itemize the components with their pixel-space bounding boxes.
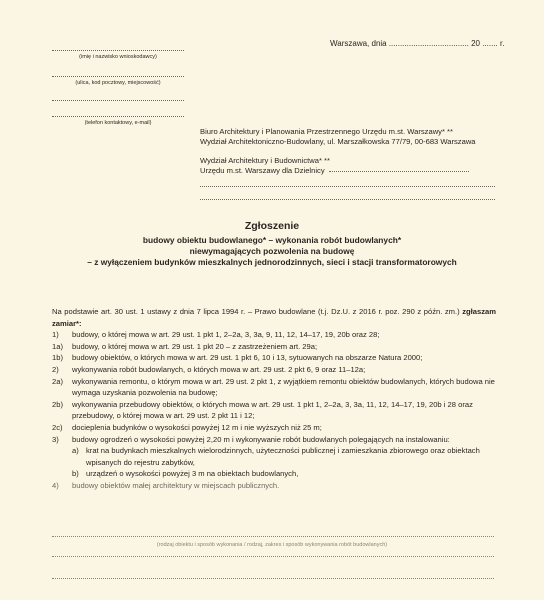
item-number: 2)	[52, 364, 59, 374]
dotted-line	[52, 536, 494, 537]
sub-list-item	[72, 468, 496, 480]
item-text: budowy obiektów małej architektury w miejscach publicznych.	[72, 480, 280, 490]
item-number: 4)	[52, 480, 59, 490]
item-number: 2b)	[52, 399, 63, 409]
sender-phone-field	[52, 116, 184, 126]
sender-name-field	[52, 50, 184, 60]
dotted-line	[329, 171, 469, 172]
list-item	[52, 376, 496, 399]
title-line-2: niewymagających pozwolenia na budowę	[189, 246, 355, 256]
item-number: 1b)	[52, 353, 63, 363]
item-text: docieplenia budynków o wysokości powyżej 12 m i nie wyższych niż 25 m;	[72, 422, 322, 432]
sender-address-extra-line	[52, 100, 184, 101]
list-item	[52, 434, 496, 480]
recipient-district-label: Urzędu m.st. Warszawy dla Dzielnicy	[200, 166, 325, 176]
sub-list-item	[72, 445, 496, 468]
list-item	[52, 364, 496, 376]
dotted-line	[52, 76, 184, 77]
list-item	[52, 422, 496, 434]
title-main: Zgłoszenie	[244, 220, 300, 232]
list-item	[52, 480, 496, 492]
dotted-line	[200, 199, 495, 200]
dotted-line	[52, 100, 184, 101]
list-item	[52, 352, 496, 364]
item-number: 2c)	[52, 422, 63, 432]
item-text: budowy ogrodzeń o wysokości powyżej 2,20 m i wykonywanie robót budowlanych polegających na instalowaniu:	[72, 434, 450, 444]
item-text: wykonywania przebudowy obiektów, o których mowa w art. 29 ust. 1 pkt 1, 2–2a, 3, 3a, 11, 12, 14–17, 19, 20b i 28 oraz przebudowy, o której mowa w art. 29 ust. 2 pkt 11 i 12;	[72, 399, 473, 421]
title-line-1: budowy obiektu budowlanego* – wykonania robót budowlanych*	[142, 235, 402, 245]
title-line-3: – z wyłączeniem budynków mieszkalnych jednorodzinnych, sieci i stacji transformatorowych	[87, 257, 457, 267]
item-number: 1)	[52, 330, 59, 340]
sub-item-letter: a)	[72, 446, 79, 456]
sender-address-caption: (ulica, kod pocztowy, miejscowość)	[75, 80, 161, 86]
sub-item-text: krat na budynkach mieszkalnych wielorodzinnych, użyteczności publicznej i zamieszkania zbiorowego oraz obiektach wpisanych do rejestru zabytków,	[86, 446, 480, 467]
sub-item-text: urządzeń o wysokości powyżej 3 m na obiektach budowlanych,	[86, 469, 299, 479]
recipient-line-3: Wydział Architektury i Budownictwa* **	[200, 155, 330, 165]
item-text: budowy, o której mowa w art. 29 ust. 1 pkt 1, 2–2a, 3, 3a, 9, 11, 12, 14–17, 19, 20b oraz 28;	[72, 330, 380, 340]
recipient-line-2: Wydział Architektoniczno-Budowlany, ul. Marszałkowska 77/79, 00-683 Warszawa	[200, 137, 476, 147]
dotted-line	[52, 556, 494, 557]
sender-name-caption: (imię i nazwisko wnioskodawcy)	[79, 54, 157, 60]
sender-phone-caption: (telefon kontaktowy, e-mail)	[84, 120, 152, 126]
item-number: 1a)	[52, 341, 63, 351]
declaration-label: zgłaszam zamiar*:	[52, 307, 496, 328]
item-text: wykonywania remontu, o którym mowa w art. 29 ust. 2 pkt 1, z wyjątkiem remontu obiektów budowlanych, których budowa nie wymaga uzyskania pozwolenia na budowę;	[72, 376, 495, 398]
item-number: 3)	[52, 434, 59, 444]
document-title	[0, 220, 544, 268]
sub-item-letter: b)	[72, 469, 79, 479]
list-item	[52, 341, 496, 353]
form-body	[52, 306, 496, 492]
item-text: budowy obiektów, o których mowa w art. 29 ust. 1 pkt 6, 10 i 13, sytuowanych na obszarze Natura 2000;	[72, 353, 423, 363]
item-text: wykonywania robót budowlanych, o których mowa w art. 29 ust. 2 pkt 6, 9 oraz 11–12a;	[72, 364, 366, 374]
dotted-line	[52, 578, 494, 579]
dotted-line	[52, 116, 184, 117]
item-text: budowy, o której mowa w art. 29 ust. 1 pkt 20 – z zastrzeżeniem art. 29a;	[72, 341, 318, 351]
recipient-block	[200, 127, 500, 200]
recipient-line-1: Biuro Architektury i Planowania Przestrzennego Urzędu m.st. Warszawy* **	[200, 127, 453, 136]
recipient-line-4	[200, 166, 500, 176]
dotted-line	[52, 50, 184, 51]
date-line: Warszawa, dnia .................................... 20 ....... r.	[330, 39, 505, 48]
sender-address-field	[52, 76, 184, 86]
list-item	[52, 329, 496, 341]
list-item	[52, 399, 496, 422]
legal-basis-paragraph	[52, 306, 496, 329]
item-number: 2a)	[52, 376, 63, 386]
work-description-caption: (rodzaj obiektu i sposób wykonania / rodzaj, zakres i sposób wykonywania robót budowlanych)	[156, 542, 388, 548]
legal-basis-text: Na podstawie art. 30 ust. 1 ustawy z dnia 7 lipca 1994 r. – Prawo budowlane (t.j. Dz.U. z 2016 r. poz. 290 z późn. zm.)	[52, 307, 460, 316]
